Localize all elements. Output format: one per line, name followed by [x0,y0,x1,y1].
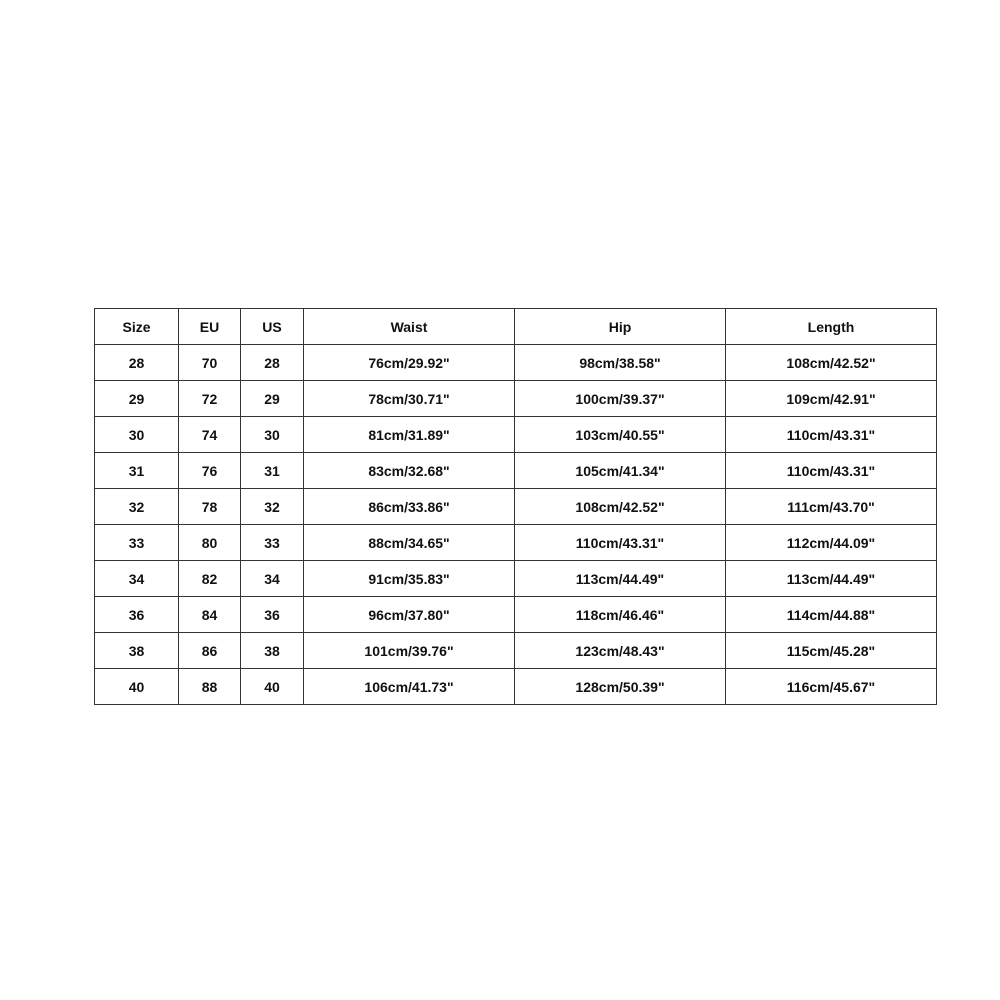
header-length: Length [726,309,937,345]
header-waist: Waist [304,309,515,345]
cell-size: 33 [95,525,179,561]
cell-hip: 118cm/46.46" [515,597,726,633]
cell-length: 114cm/44.88" [726,597,937,633]
cell-hip: 110cm/43.31" [515,525,726,561]
header-eu: EU [179,309,241,345]
cell-hip: 123cm/48.43" [515,633,726,669]
cell-hip: 105cm/41.34" [515,453,726,489]
cell-eu: 78 [179,489,241,525]
cell-waist: 81cm/31.89" [304,417,515,453]
cell-waist: 96cm/37.80" [304,597,515,633]
cell-size: 38 [95,633,179,669]
header-hip: Hip [515,309,726,345]
cell-waist: 106cm/41.73" [304,669,515,705]
table-row [95,561,937,597]
cell-us: 32 [241,489,304,525]
cell-eu: 82 [179,561,241,597]
table-row [95,417,937,453]
header-size: Size [95,309,179,345]
table-row [95,489,937,525]
cell-length: 108cm/42.52" [726,345,937,381]
cell-size: 40 [95,669,179,705]
cell-us: 34 [241,561,304,597]
cell-eu: 80 [179,525,241,561]
cell-hip: 98cm/38.58" [515,345,726,381]
cell-size: 34 [95,561,179,597]
cell-hip: 128cm/50.39" [515,669,726,705]
cell-waist: 83cm/32.68" [304,453,515,489]
cell-hip: 100cm/39.37" [515,381,726,417]
cell-waist: 86cm/33.86" [304,489,515,525]
cell-eu: 76 [179,453,241,489]
table-row [95,525,937,561]
cell-length: 116cm/45.67" [726,669,937,705]
table-row [95,381,937,417]
table-row [95,633,937,669]
cell-us: 36 [241,597,304,633]
cell-length: 109cm/42.91" [726,381,937,417]
cell-hip: 103cm/40.55" [515,417,726,453]
cell-waist: 78cm/30.71" [304,381,515,417]
cell-hip: 113cm/44.49" [515,561,726,597]
table-row [95,345,937,381]
cell-eu: 70 [179,345,241,381]
cell-size: 32 [95,489,179,525]
table-row [95,453,937,489]
cell-length: 115cm/45.28" [726,633,937,669]
cell-us: 30 [241,417,304,453]
cell-us: 31 [241,453,304,489]
cell-length: 113cm/44.49" [726,561,937,597]
cell-us: 29 [241,381,304,417]
cell-waist: 101cm/39.76" [304,633,515,669]
cell-waist: 91cm/35.83" [304,561,515,597]
cell-size: 29 [95,381,179,417]
cell-eu: 72 [179,381,241,417]
cell-length: 111cm/43.70" [726,489,937,525]
cell-eu: 88 [179,669,241,705]
cell-size: 28 [95,345,179,381]
table-row [95,597,937,633]
cell-hip: 108cm/42.52" [515,489,726,525]
cell-size: 30 [95,417,179,453]
cell-length: 112cm/44.09" [726,525,937,561]
cell-length: 110cm/43.31" [726,453,937,489]
cell-us: 40 [241,669,304,705]
cell-size: 36 [95,597,179,633]
size-chart-table [94,308,937,705]
header-us: US [241,309,304,345]
cell-waist: 76cm/29.92" [304,345,515,381]
header-row [95,309,937,345]
cell-length: 110cm/43.31" [726,417,937,453]
cell-us: 28 [241,345,304,381]
cell-eu: 84 [179,597,241,633]
cell-eu: 86 [179,633,241,669]
table-row [95,669,937,705]
cell-waist: 88cm/34.65" [304,525,515,561]
cell-eu: 74 [179,417,241,453]
cell-us: 38 [241,633,304,669]
cell-size: 31 [95,453,179,489]
cell-us: 33 [241,525,304,561]
